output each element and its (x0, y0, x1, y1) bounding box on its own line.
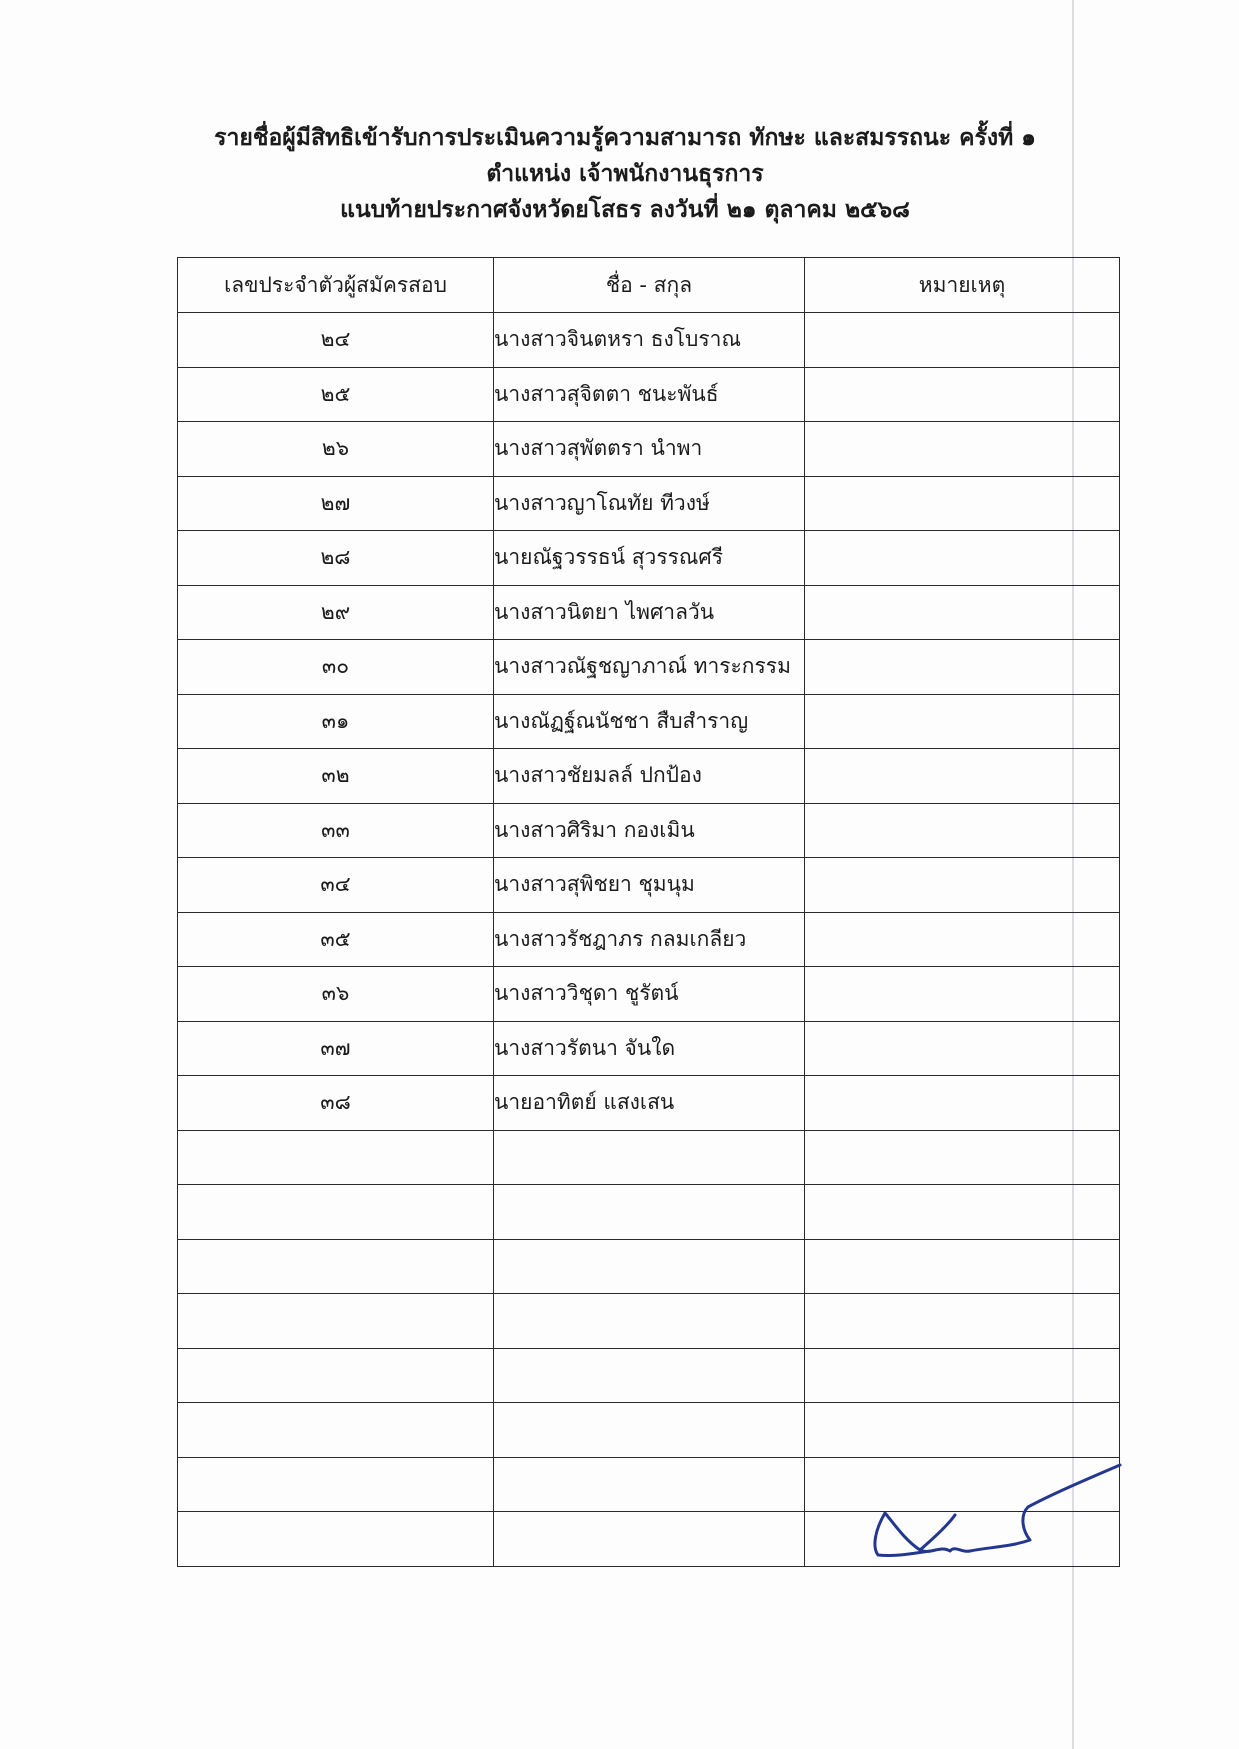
candidate-id-cell: ๒๖ (178, 422, 494, 477)
candidate-name-cell: นายอาทิตย์ แสงเสน (494, 1076, 805, 1131)
candidate-name-cell: นางสาวญาโณทัย ทีวงษ์ (494, 476, 805, 531)
candidate-id-cell: ๓๓ (178, 803, 494, 858)
candidate-name-cell: นางสาวนิตยา ไพศาลวัน (494, 585, 805, 640)
table-row (178, 967, 1120, 1022)
candidate-name-cell: นางสาวสุจิตตา ชนะพันธ์ (494, 367, 805, 422)
candidate-id-cell: ๒๕ (178, 367, 494, 422)
table-row (178, 1076, 1120, 1131)
remark-cell (805, 1403, 1120, 1458)
candidate-table (177, 257, 1120, 1567)
remark-cell (805, 367, 1120, 422)
candidate-name-cell: นางสาวจินตหรา ธงโบราณ (494, 313, 805, 368)
remark-cell (805, 1239, 1120, 1294)
candidate-id-cell: ๒๘ (178, 531, 494, 586)
remark-cell (805, 476, 1120, 531)
remark-cell (805, 422, 1120, 477)
candidate-name-cell (494, 1294, 805, 1349)
table-row (178, 1403, 1120, 1458)
candidate-name-cell (494, 1348, 805, 1403)
candidate-name-cell: นางสาวสุพัตตรา นำพา (494, 422, 805, 477)
title-line-1: รายชื่อผู้มีสิทธิเข้ารับการประเมินความรู้ความสามารถ ทักษะ และสมรรถนะ ครั้งที่ ๑ (214, 125, 1036, 151)
document-title (0, 120, 1239, 228)
title-line-position: ตำแหน่ง เจ้าพนักงานธุรการ (486, 161, 764, 187)
table-row (178, 1185, 1120, 1240)
remark-cell (805, 1021, 1120, 1076)
candidate-name-cell (494, 1403, 805, 1458)
remark-cell (805, 858, 1120, 913)
remark-cell (805, 640, 1120, 695)
candidate-name-cell: นางสาวรัชฎาภร กลมเกลียว (494, 912, 805, 967)
table-row (178, 1239, 1120, 1294)
candidate-id-cell (178, 1512, 494, 1567)
candidate-name-cell: นางสาวศิริมา กองเมิน (494, 803, 805, 858)
table-row (178, 1021, 1120, 1076)
candidate-id-cell: ๓๗ (178, 1021, 494, 1076)
table-row (178, 476, 1120, 531)
candidate-id-cell: ๓๖ (178, 967, 494, 1022)
candidate-id-cell: ๓๔ (178, 858, 494, 913)
header-full-name: ชื่อ - สกุล (494, 258, 805, 313)
candidate-name-cell: นางสาวสุพิชยา ชุมนุม (494, 858, 805, 913)
candidate-id-cell: ๓๘ (178, 1076, 494, 1131)
remark-cell (805, 803, 1120, 858)
candidate-name-cell (494, 1130, 805, 1185)
candidate-name-cell: นางสาววิชุดา ชูรัตน์ (494, 967, 805, 1022)
candidate-name-cell (494, 1512, 805, 1567)
remark-cell (805, 585, 1120, 640)
title-line-attachment: แนบท้ายประกาศจังหวัดยโสธร ลงวันที่ ๒๑ ตุลาคม ๒๕๖๘ (340, 197, 910, 223)
table-row (178, 858, 1120, 913)
remark-cell (805, 1348, 1120, 1403)
header-remark: หมายเหตุ (805, 258, 1120, 313)
candidate-name-cell (494, 1457, 805, 1512)
remark-cell (805, 313, 1120, 368)
candidate-id-cell: ๒๙ (178, 585, 494, 640)
remark-cell (805, 1185, 1120, 1240)
candidate-id-cell: ๓๕ (178, 912, 494, 967)
candidate-name-cell: นางณัฏฐ์ณนัชชา สืบสำราญ (494, 694, 805, 749)
remark-cell (805, 749, 1120, 804)
table-row (178, 1130, 1120, 1185)
candidate-id-cell (178, 1239, 494, 1294)
table-row (178, 749, 1120, 804)
table-row (178, 367, 1120, 422)
table-row (178, 912, 1120, 967)
header-candidate-id: เลขประจำตัวผู้สมัครสอบ (178, 258, 494, 313)
remark-cell (805, 1294, 1120, 1349)
table-row (178, 1348, 1120, 1403)
table-row (178, 803, 1120, 858)
candidate-name-cell (494, 1239, 805, 1294)
candidate-name-cell: นางสาวรัตนา จันใด (494, 1021, 805, 1076)
candidate-name-cell: นางสาวชัยมลล์ ปกป้อง (494, 749, 805, 804)
table-row (178, 640, 1120, 695)
remark-cell (805, 967, 1120, 1022)
table-row (178, 585, 1120, 640)
table-row (178, 694, 1120, 749)
candidate-id-cell: ๓๐ (178, 640, 494, 695)
candidate-name-cell: นายณัฐวรรธน์ สุวรรณศรี (494, 531, 805, 586)
candidate-id-cell (178, 1130, 494, 1185)
candidate-id-cell (178, 1348, 494, 1403)
table-row (178, 422, 1120, 477)
candidate-name-cell (494, 1185, 805, 1240)
candidate-id-cell: ๓๑ (178, 694, 494, 749)
candidate-id-cell (178, 1185, 494, 1240)
signature-stroke (875, 1465, 1120, 1556)
candidate-id-cell: ๓๒ (178, 749, 494, 804)
remark-cell (805, 531, 1120, 586)
table-row (178, 313, 1120, 368)
candidate-id-cell (178, 1457, 494, 1512)
signature (870, 1455, 1130, 1565)
table-row (178, 531, 1120, 586)
remark-cell (805, 1130, 1120, 1185)
candidate-id-cell (178, 1403, 494, 1458)
remark-cell (805, 1076, 1120, 1131)
candidate-id-cell: ๒๗ (178, 476, 494, 531)
remark-cell (805, 912, 1120, 967)
remark-cell (805, 694, 1120, 749)
table-row (178, 1294, 1120, 1349)
candidate-name-cell: นางสาวณัฐชญาภาณ์ ทาระกรรม (494, 640, 805, 695)
candidate-id-cell: ๒๔ (178, 313, 494, 368)
candidate-id-cell (178, 1294, 494, 1349)
table-header-row (178, 258, 1120, 313)
